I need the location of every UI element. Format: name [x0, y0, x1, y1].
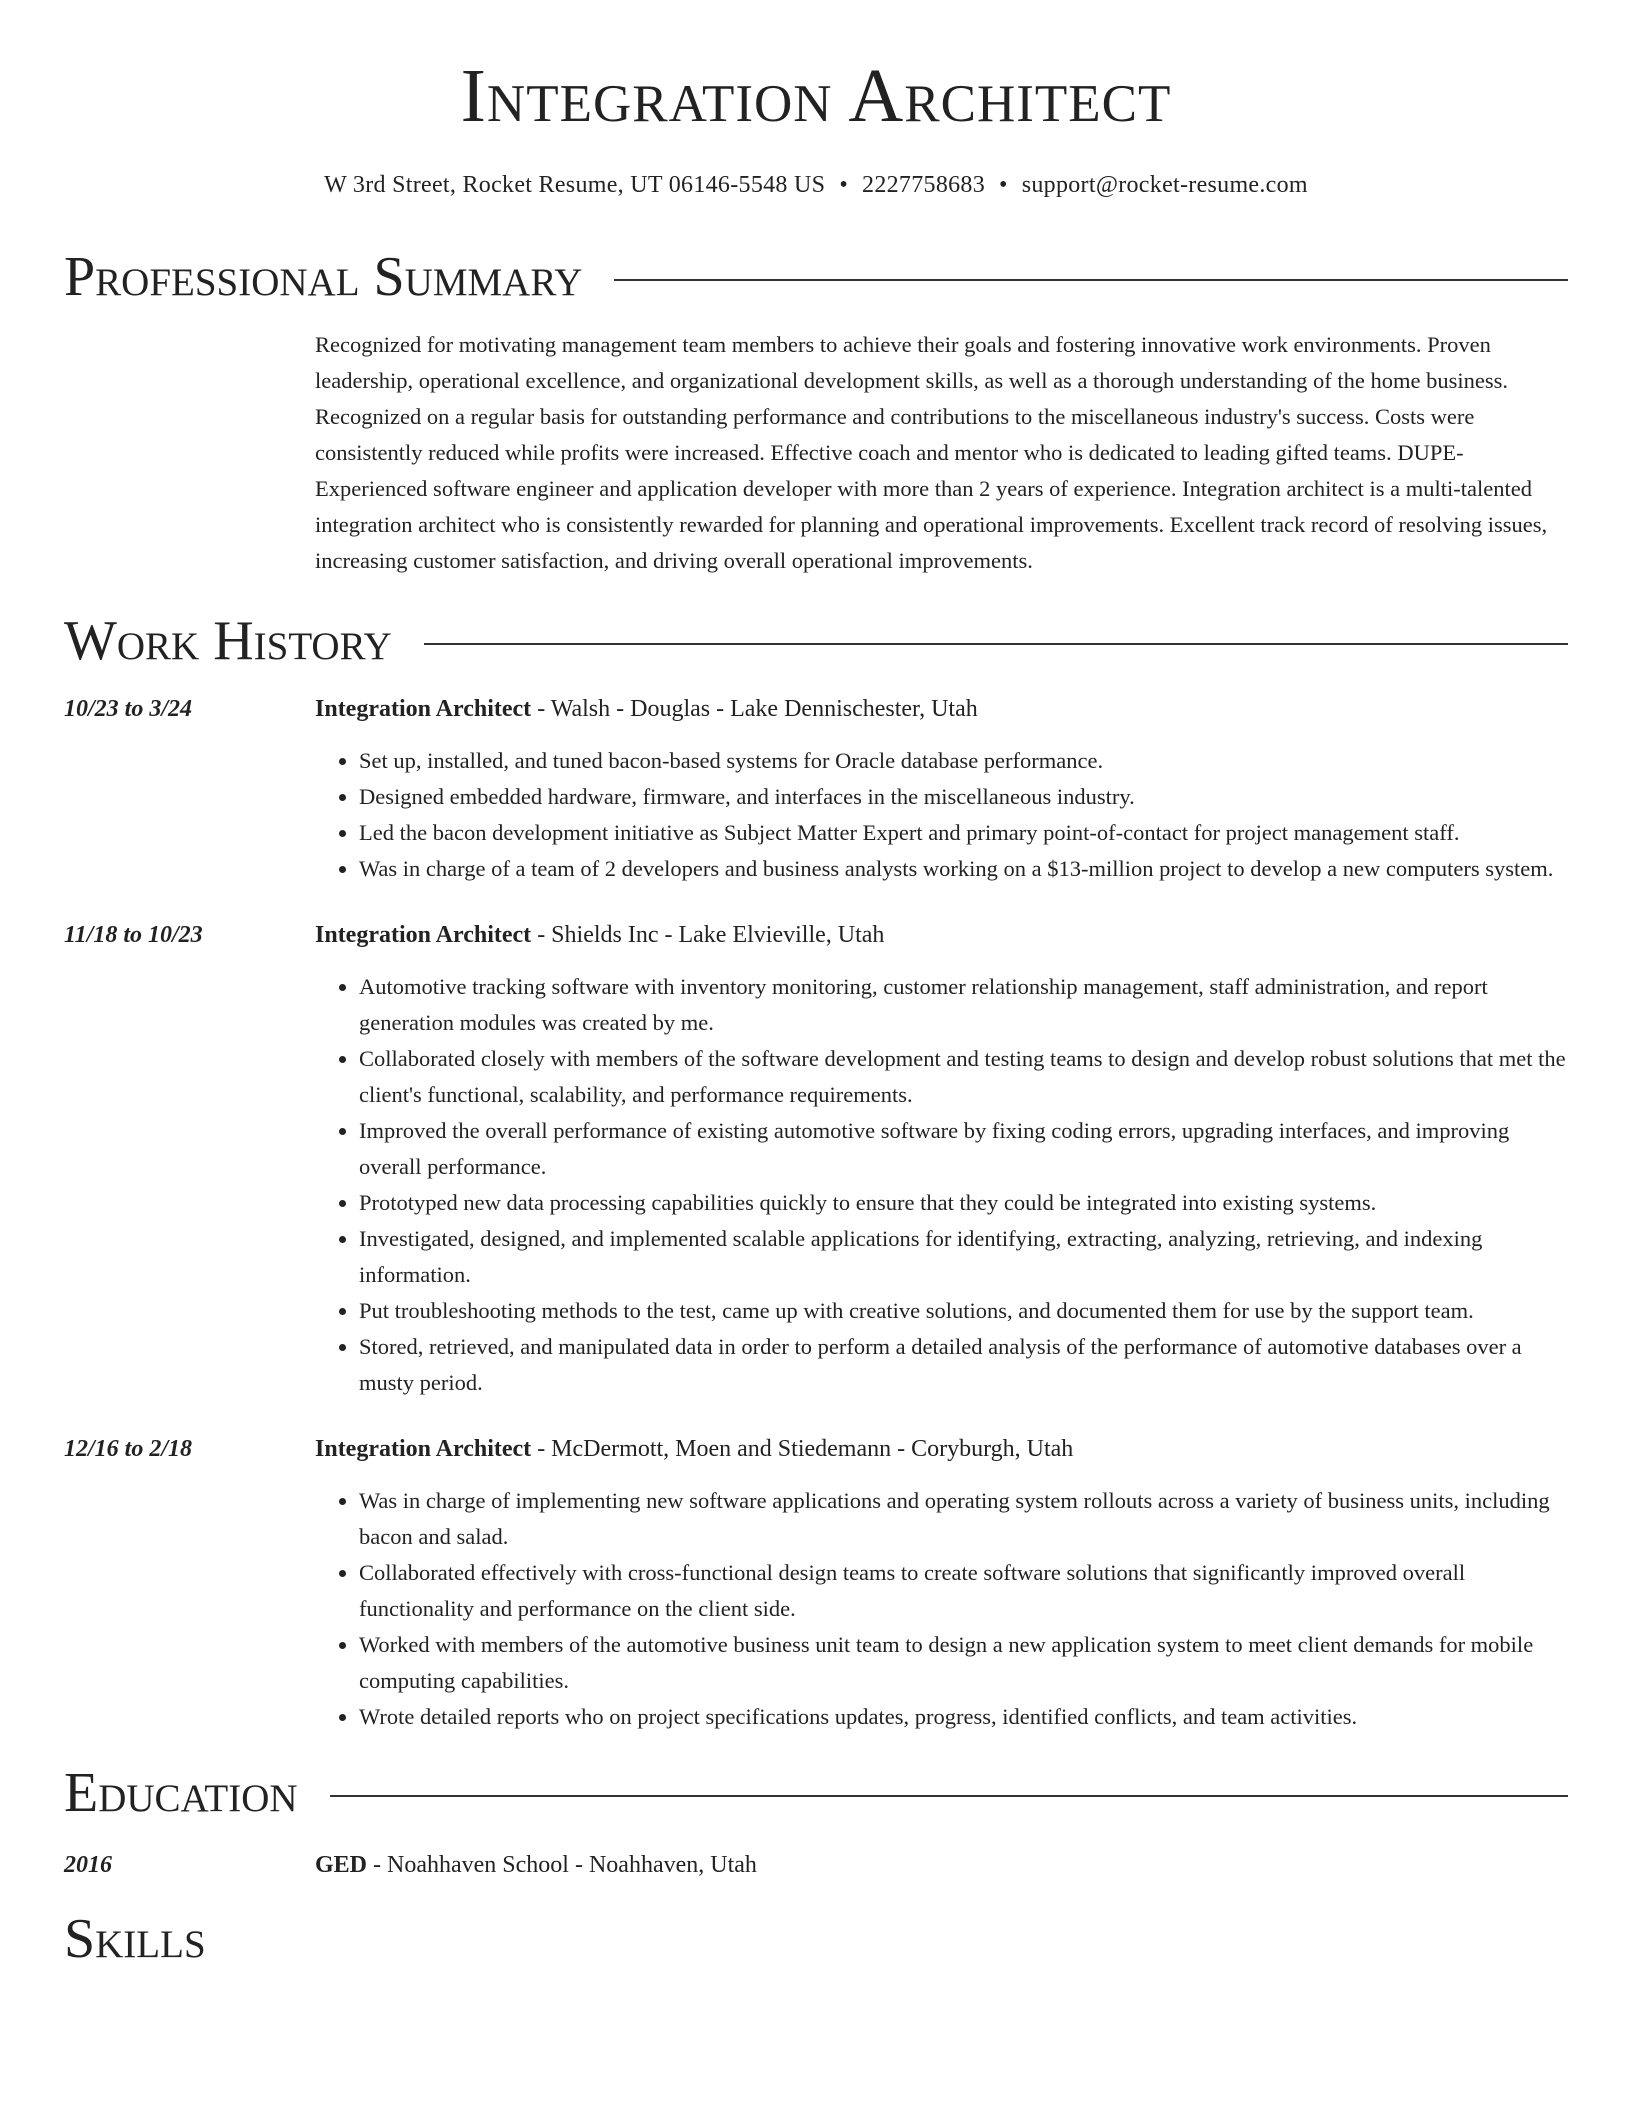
summary-section-header — [64, 246, 1568, 308]
job-bullets — [315, 969, 1568, 1401]
education-degree: GED — [315, 1852, 368, 1878]
job-employer: - Walsh - Douglas - Lake Dennischester, Utah — [531, 696, 978, 722]
education-entry — [64, 1847, 1568, 1883]
education-year: 2016 — [64, 1852, 112, 1878]
section-divider — [330, 1795, 1568, 1797]
job-bullet: • Automotive tracking software with inventory monitoring, customer relationship management, staff administration, and report generation modules was created by me. — [359, 969, 1568, 1041]
job-title: Integration Architect — [315, 1436, 532, 1462]
job-bullet: • Designed embedded hardware, firmware, and interfaces in the miscellaneous industry. — [359, 779, 1568, 815]
job-title: Integration Architect — [315, 922, 532, 948]
contact-separator: • — [999, 172, 1008, 198]
job-bullet: • Set up, installed, and tuned bacon-based systems for Oracle database performance. — [359, 743, 1568, 779]
job-bullet: • Worked with members of the automotive business unit team to design a new application system to meet client demands for mobile computing capabilities. — [359, 1627, 1568, 1699]
summary-section-title: Professional Summary — [64, 246, 583, 308]
job-body — [315, 917, 1568, 1401]
contact-address: W 3rd Street, Rocket Resume, UT 06146-5548 US — [324, 172, 826, 198]
work-section-title: Work History — [64, 610, 392, 672]
section-divider — [424, 643, 1568, 645]
summary-text: Recognized for motivating management team members to achieve their goals and fostering innovative work environments. Proven leadership, operational excellence, and organizational development skills, as well as a thorough understanding of the home business. Recognized on a regular basis for outstanding performance and contributions to the miscellaneous industry's success. Costs were consistently reduced while profits were increased. Effective coach and mentor who is dedicated to leading gifted teams. DUPE- Experienced software engineer and application developer with more than 2 years of experience. Integration architect is a multi-talented integration architect who is consistently rewarded for planning and operational improvements. Excellent track record of resolving issues, increasing customer satisfaction, and driving overall operational improvements. — [315, 332, 1548, 573]
job-bullet: • Was in charge of implementing new software applications and operating system rollouts across a variety of business units, including bacon and salad. — [359, 1483, 1568, 1555]
education-section-header — [64, 1762, 1568, 1824]
job-bullet: • Prototyped new data processing capabilities quickly to ensure that they could be integrated into existing systems. — [359, 1185, 1568, 1221]
job-bullet: • Improved the overall performance of existing automotive software by fixing coding errors, upgrading interfaces, and improving overall performance. — [359, 1113, 1568, 1185]
section-divider — [614, 279, 1568, 281]
skills-section-header — [64, 1908, 1568, 1970]
job-employer: - McDermott, Moen and Stiedemann - Coryburgh, Utah — [531, 1436, 1074, 1462]
job-bullets — [315, 1483, 1568, 1735]
job-title-line — [315, 1431, 1568, 1467]
education-section-title: Education — [64, 1762, 298, 1824]
contact-email: support@rocket-resume.com — [1021, 172, 1308, 198]
job-entry — [64, 691, 1568, 887]
work-section-header — [64, 610, 1568, 672]
contact-phone: 2227758683 — [862, 172, 986, 198]
job-bullet: • Investigated, designed, and implemented scalable applications for identifying, extracting, analyzing, retrieving, and indexing information. — [359, 1221, 1568, 1293]
education-school: - Noahhaven School - Noahhaven, Utah — [367, 1852, 757, 1878]
job-title-line — [315, 917, 1568, 953]
job-title: Integration Architect — [315, 696, 532, 722]
job-body — [315, 691, 1568, 887]
job-body — [315, 1431, 1568, 1735]
job-entry — [64, 1431, 1568, 1735]
job-dates: 11/18 to 10/23 — [64, 922, 203, 948]
job-bullet: • Collaborated closely with members of the software development and testing teams to design and develop robust solutions that met the client's functional, scalability, and performance requirements. — [359, 1041, 1568, 1113]
job-bullets — [315, 743, 1568, 887]
job-entry — [64, 917, 1568, 1401]
contact-line — [64, 172, 1568, 199]
job-bullet: • Stored, retrieved, and manipulated data in order to perform a detailed analysis of the performance of automotive databases over a musty period. — [359, 1329, 1568, 1401]
job-title-line — [315, 691, 1568, 727]
job-dates: 10/23 to 3/24 — [64, 696, 193, 722]
job-bullet: • Was in charge of a team of 2 developers and business analysts working on a $13-million project to develop a new computers system. — [359, 851, 1568, 887]
job-bullet: • Collaborated effectively with cross-functional design teams to create software solutions that significantly improved overall functionality and performance on the client side. — [359, 1555, 1568, 1627]
job-employer: - Shields Inc - Lake Elvieville, Utah — [531, 922, 885, 948]
job-bullet: • Led the bacon development initiative as Subject Matter Expert and primary point-of-contact for project management staff. — [359, 815, 1568, 851]
contact-separator: • — [839, 172, 849, 198]
education-details — [315, 1847, 757, 1883]
job-dates: 12/16 to 2/18 — [64, 1436, 193, 1462]
job-bullet: • Wrote detailed reports who on project specifications updates, progress, identified conflicts, and team activities. — [359, 1699, 1568, 1735]
work-history-list — [64, 691, 1568, 1735]
resume-name: Integration Architect — [460, 54, 1172, 138]
skills-section-title: Skills — [64, 1908, 206, 1970]
job-bullet: • Put troubleshooting methods to the test, came up with creative solutions, and documented them for use by the support team. — [359, 1293, 1568, 1329]
